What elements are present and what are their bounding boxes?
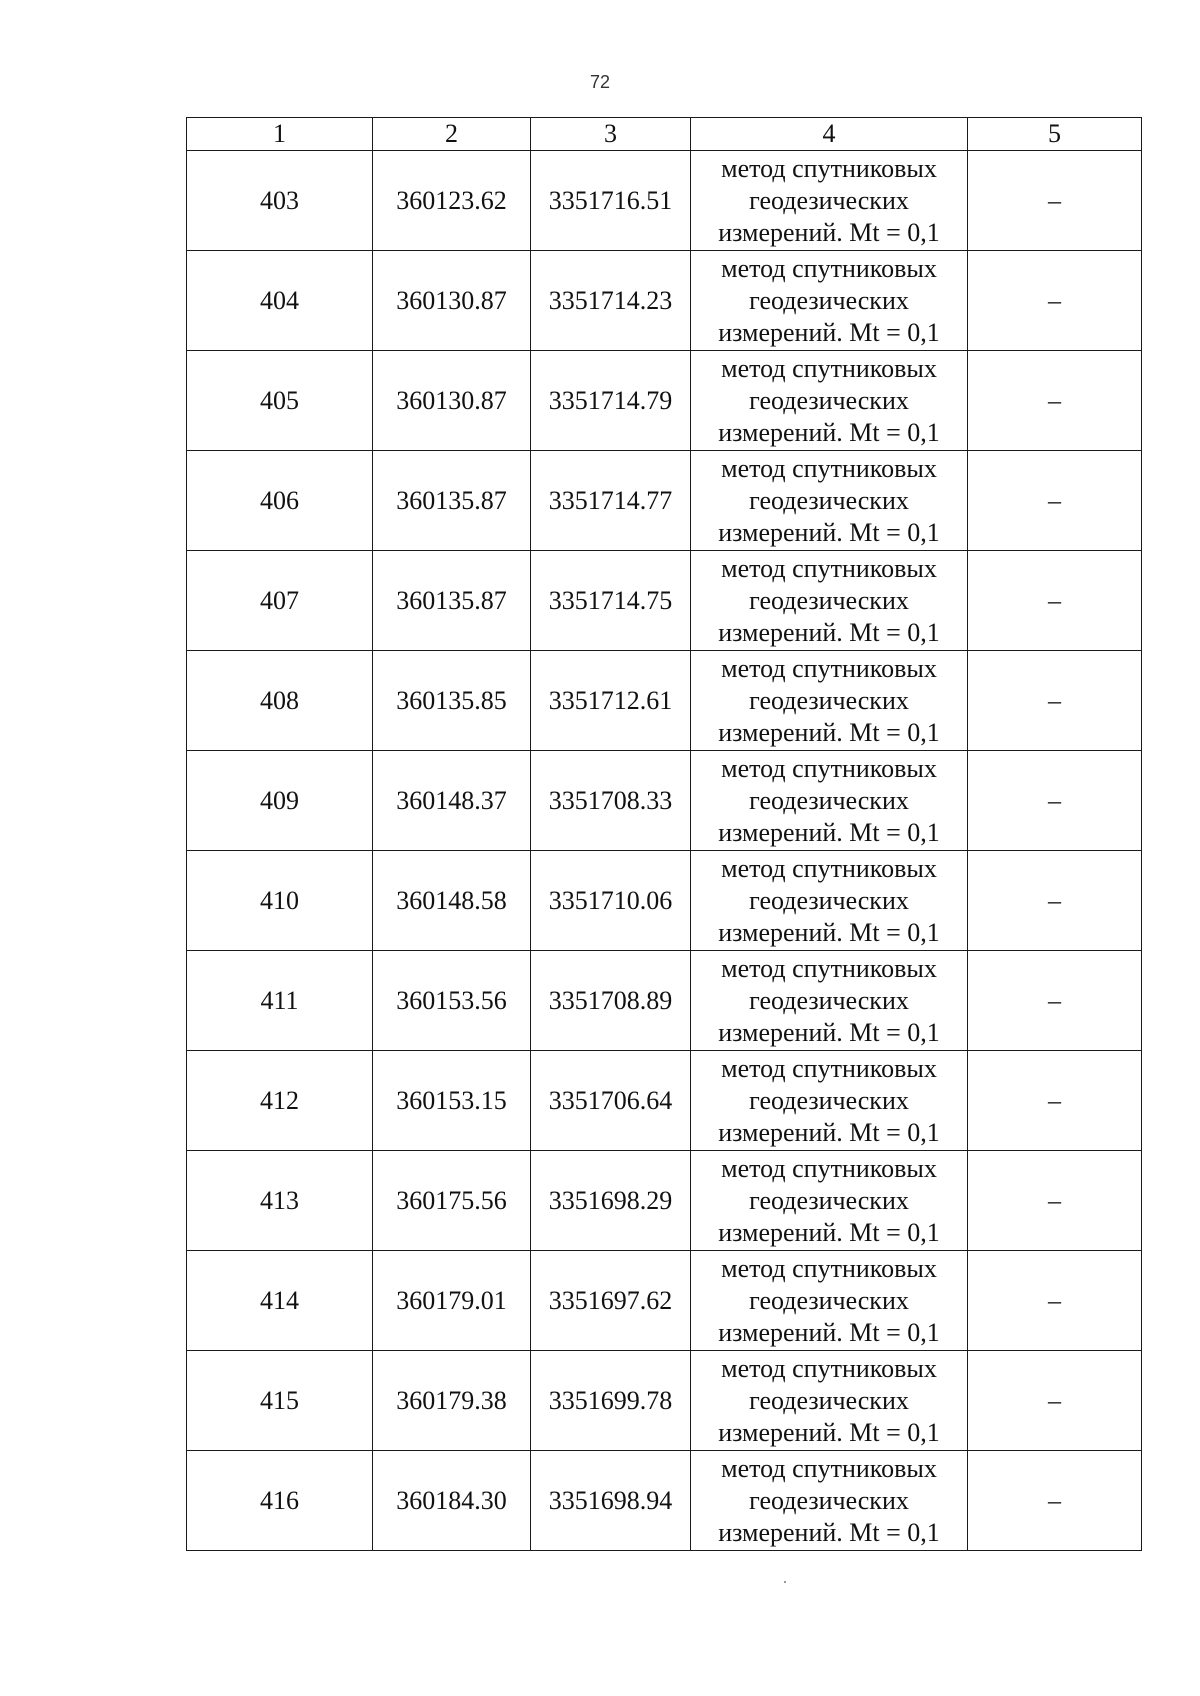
y-coordinate-cell: 3351712.61 (531, 651, 691, 751)
y-coordinate-cell: 3351697.62 (531, 1251, 691, 1351)
note-cell: – (968, 151, 1142, 251)
method-line: геодезических (749, 1485, 909, 1515)
point-number-cell: 416 (187, 1451, 373, 1551)
table-row (187, 951, 1142, 1051)
table-row (187, 751, 1142, 851)
table-row (187, 151, 1142, 251)
note-cell: – (968, 251, 1142, 351)
method-cell (691, 851, 968, 951)
note-cell: – (968, 851, 1142, 951)
table-row (187, 1151, 1142, 1251)
method-line: измерений. Mt = 0,1 (718, 1117, 940, 1147)
method-cell (691, 451, 968, 551)
x-coordinate-cell: 360148.37 (373, 751, 531, 851)
method-line: измерений. Mt = 0,1 (718, 317, 940, 347)
method-cell (691, 651, 968, 751)
method-line: измерений. Mt = 0,1 (718, 617, 940, 647)
method-line: метод спутниковых (721, 553, 937, 583)
method-line: геодезических (749, 1185, 909, 1215)
coordinates-table (186, 117, 1142, 1551)
method-line: метод спутниковых (721, 153, 937, 183)
method-line: измерений. Mt = 0,1 (718, 1217, 940, 1247)
note-cell: – (968, 951, 1142, 1051)
method-line: метод спутниковых (721, 753, 937, 783)
method-line: метод спутниковых (721, 853, 937, 883)
method-line: метод спутниковых (721, 353, 937, 383)
point-number-cell: 403 (187, 151, 373, 251)
note-cell: – (968, 1351, 1142, 1451)
method-line: измерений. Mt = 0,1 (718, 717, 940, 747)
method-cell (691, 1451, 968, 1551)
x-coordinate-cell: 360179.38 (373, 1351, 531, 1451)
method-line: геодезических (749, 485, 909, 515)
point-number-cell: 409 (187, 751, 373, 851)
method-cell (691, 1251, 968, 1351)
table-body (187, 151, 1142, 1551)
method-line: геодезических (749, 1385, 909, 1415)
x-coordinate-cell: 360135.87 (373, 451, 531, 551)
table-row (187, 651, 1142, 751)
point-number-cell: 410 (187, 851, 373, 951)
method-line: измерений. Mt = 0,1 (718, 1517, 940, 1547)
method-cell (691, 1051, 968, 1151)
note-cell: – (968, 1451, 1142, 1551)
column-header-3: 3 (531, 118, 691, 151)
method-cell (691, 551, 968, 651)
scan-speck (784, 1581, 786, 1583)
method-line: измерений. Mt = 0,1 (718, 217, 940, 247)
page-number: 72 (589, 72, 611, 92)
point-number-cell: 407 (187, 551, 373, 651)
point-number-cell: 412 (187, 1051, 373, 1151)
method-cell (691, 351, 968, 451)
point-number-cell: 411 (187, 951, 373, 1051)
note-cell: – (968, 551, 1142, 651)
method-line: измерений. Mt = 0,1 (718, 1317, 940, 1347)
x-coordinate-cell: 360179.01 (373, 1251, 531, 1351)
y-coordinate-cell: 3351698.29 (531, 1151, 691, 1251)
table-row (187, 1251, 1142, 1351)
y-coordinate-cell: 3351699.78 (531, 1351, 691, 1451)
note-cell: – (968, 1251, 1142, 1351)
table-row (187, 1451, 1142, 1551)
method-cell (691, 151, 968, 251)
point-number-cell: 414 (187, 1251, 373, 1351)
y-coordinate-cell: 3351714.79 (531, 351, 691, 451)
method-line: метод спутниковых (721, 1353, 937, 1383)
note-cell: – (968, 1051, 1142, 1151)
method-line: метод спутниковых (721, 1453, 937, 1483)
table-row (187, 251, 1142, 351)
y-coordinate-cell: 3351716.51 (531, 151, 691, 251)
method-line: метод спутниковых (721, 1053, 937, 1083)
header-row (187, 118, 1142, 151)
column-header-4: 4 (691, 118, 968, 151)
table-row (187, 451, 1142, 551)
method-cell (691, 251, 968, 351)
x-coordinate-cell: 360184.30 (373, 1451, 531, 1551)
note-cell: – (968, 1151, 1142, 1251)
point-number-cell: 405 (187, 351, 373, 451)
method-line: измерений. Mt = 0,1 (718, 517, 940, 547)
x-coordinate-cell: 360123.62 (373, 151, 531, 251)
method-line: геодезических (749, 885, 909, 915)
method-line: геодезических (749, 585, 909, 615)
y-coordinate-cell: 3351708.89 (531, 951, 691, 1051)
table-row (187, 351, 1142, 451)
method-line: геодезических (749, 685, 909, 715)
method-line: метод спутниковых (721, 453, 937, 483)
y-coordinate-cell: 3351706.64 (531, 1051, 691, 1151)
x-coordinate-cell: 360153.15 (373, 1051, 531, 1151)
table-header (187, 118, 1142, 151)
method-line: метод спутниковых (721, 1253, 937, 1283)
note-cell: – (968, 351, 1142, 451)
method-line: измерений. Mt = 0,1 (718, 917, 940, 947)
y-coordinate-cell: 3351714.23 (531, 251, 691, 351)
table-row (187, 851, 1142, 951)
method-line: геодезических (749, 785, 909, 815)
table-row (187, 551, 1142, 651)
method-line: геодезических (749, 185, 909, 215)
method-line: метод спутниковых (721, 253, 937, 283)
method-line: метод спутниковых (721, 953, 937, 983)
point-number-cell: 413 (187, 1151, 373, 1251)
column-header-1: 1 (187, 118, 373, 151)
method-line: измерений. Mt = 0,1 (718, 417, 940, 447)
method-cell (691, 751, 968, 851)
method-line: геодезических (749, 385, 909, 415)
x-coordinate-cell: 360175.56 (373, 1151, 531, 1251)
method-line: измерений. Mt = 0,1 (718, 1417, 940, 1447)
point-number-cell: 408 (187, 651, 373, 751)
method-line: измерений. Mt = 0,1 (718, 1017, 940, 1047)
y-coordinate-cell: 3351714.75 (531, 551, 691, 651)
method-line: метод спутниковых (721, 653, 937, 683)
method-cell (691, 1351, 968, 1451)
x-coordinate-cell: 360130.87 (373, 351, 531, 451)
note-cell: – (968, 651, 1142, 751)
table-row (187, 1051, 1142, 1151)
column-header-2: 2 (373, 118, 531, 151)
x-coordinate-cell: 360130.87 (373, 251, 531, 351)
method-line: геодезических (749, 285, 909, 315)
column-header-5: 5 (968, 118, 1142, 151)
y-coordinate-cell: 3351714.77 (531, 451, 691, 551)
method-line: геодезических (749, 985, 909, 1015)
point-number-cell: 406 (187, 451, 373, 551)
method-cell (691, 1151, 968, 1251)
y-coordinate-cell: 3351710.06 (531, 851, 691, 951)
x-coordinate-cell: 360135.87 (373, 551, 531, 651)
point-number-cell: 404 (187, 251, 373, 351)
method-line: геодезических (749, 1085, 909, 1115)
method-line: измерений. Mt = 0,1 (718, 817, 940, 847)
y-coordinate-cell: 3351708.33 (531, 751, 691, 851)
x-coordinate-cell: 360153.56 (373, 951, 531, 1051)
note-cell: – (968, 451, 1142, 551)
note-cell: – (968, 751, 1142, 851)
x-coordinate-cell: 360148.58 (373, 851, 531, 951)
y-coordinate-cell: 3351698.94 (531, 1451, 691, 1551)
method-line: метод спутниковых (721, 1153, 937, 1183)
table-row (187, 1351, 1142, 1451)
point-number-cell: 415 (187, 1351, 373, 1451)
method-cell (691, 951, 968, 1051)
x-coordinate-cell: 360135.85 (373, 651, 531, 751)
method-line: геодезических (749, 1285, 909, 1315)
